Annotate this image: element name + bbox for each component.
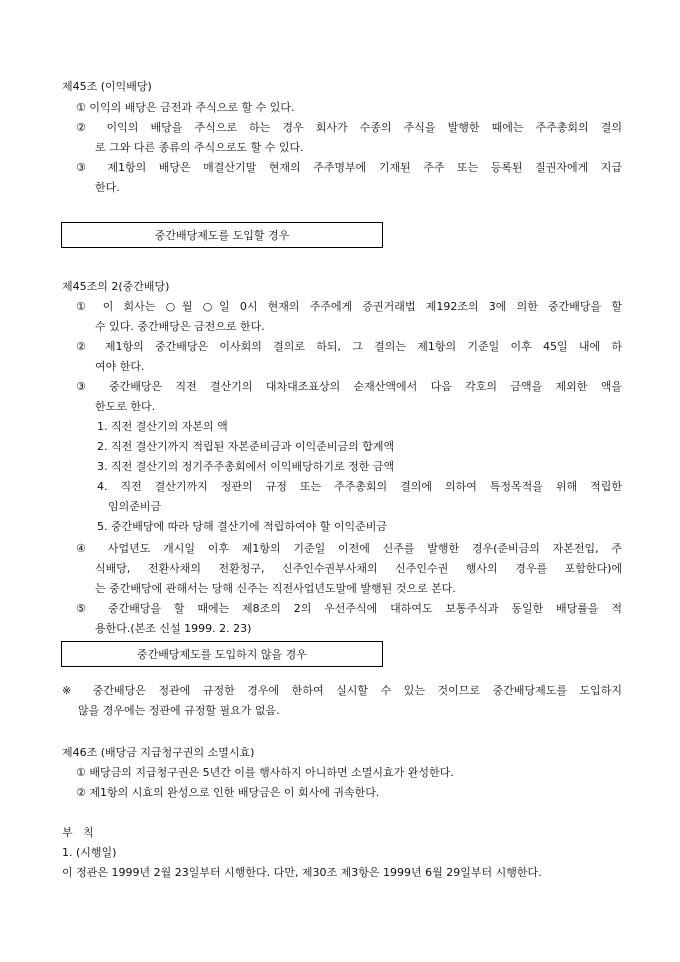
article-45-paragraph-3-line-1: ③ 제1항의 배당은 매결산기말 현재의 주주명부에 기재된 주주 또는 등록된 질권자에게 지급 — [76, 161, 622, 174]
article-45-paragraph-2-line-1: ② 이익의 배당을 주식으로 하는 경우 회사가 수종의 주식을 발행한 때에는 주주총회의 결의 — [76, 121, 622, 134]
list-item-3: 3. 직전 결산기의 정기주주총회에서 이익배당하기로 정한 금액 — [97, 460, 395, 473]
article-46-title: 제46조 (배당금 지급청구권의 소멸시효) — [62, 746, 255, 759]
article-45-2-paragraph-4-line-3: 는 중간배당에 관해서는 당해 신주는 직전사업년도말에 발행된 것으로 본다. — [95, 582, 456, 595]
list-item-4-line-1: 4. 직전 결산기까지 정관의 규정 또는 주주총회의 결의에 의하여 특정목적을 위해 적립한 — [97, 480, 622, 493]
article-45-paragraph-3-line-2: 한다. — [95, 181, 120, 194]
article-45-2-paragraph-5-line-2: 용한다.(본조 신설 1999. 2. 23) — [95, 622, 252, 635]
article-45-2-paragraph-5-line-1: ⑤ 중간배당을 할 때에는 제8조의 2의 우선주식에 대하여도 보통주식과 동일한 배당률을 적 — [76, 602, 622, 615]
list-item-5: 5. 중간배당에 따라 당해 결산기에 적립하여야 할 이익준비금 — [97, 520, 387, 533]
note-line-1: ※ 중간배당은 정관에 규정한 경우에 한하여 실시할 수 있는 것이므로 중간배당제도를 도입하지 — [62, 684, 622, 697]
article-45-paragraph-2-line-2: 로 그와 다른 종류의 주식으로도 할 수 있다. — [95, 141, 304, 154]
article-45-title: 제45조 (이익배당) — [62, 80, 152, 93]
not-adopt-interim-dividend-box: 중간배당제도를 도입하지 않을 경우 — [61, 641, 383, 667]
article-45-2-paragraph-4-line-2: 식배당, 전환사채의 전환청구, 신주인수권부사채의 신주인수권 행사의 경우를 포함한다)에 — [95, 562, 622, 575]
article-45-2-paragraph-1-line-1: ① 이 회사는 ○월 ○일 0시 현재의 주주에게 증권거래법 제192조의 3에 의한 중간배당을 할 — [76, 300, 622, 313]
addenda-item-title: 1. (시행일) — [62, 846, 117, 859]
list-item-1: 1. 직전 결산기의 자본의 액 — [97, 420, 228, 433]
article-46-paragraph-2: ② 제1항의 시효의 완성으로 인한 배당금은 이 회사에 귀속한다. — [76, 786, 380, 799]
list-item-4-line-2: 임의준비금 — [108, 500, 162, 513]
adopt-interim-dividend-box: 중간배당제도를 도입할 경우 — [61, 222, 383, 248]
article-45-2-paragraph-4-line-1: ④ 사업년도 개시일 이후 제1항의 기준일 이전에 신주를 발행한 경우(준비금의 자본전입, 주 — [76, 542, 622, 555]
addenda-text: 이 정관은 1999년 2월 23일부터 시행한다. 다만, 제30조 제3항은 1999년 6월 29일부터 시행한다. — [62, 866, 542, 879]
addenda-heading: 부 칙 — [62, 826, 94, 839]
article-45-2-paragraph-1-line-2: 수 있다. 중간배당은 금전으로 한다. — [95, 320, 265, 333]
article-46-paragraph-1: ① 배당금의 지급청구권은 5년간 이를 행사하지 아니하면 소멸시효가 완성한다. — [76, 766, 454, 779]
article-45-2-paragraph-2-line-2: 여야 한다. — [95, 360, 145, 373]
list-item-2: 2. 직전 결산기까지 적립된 자본준비금과 이익준비금의 합계액 — [97, 440, 395, 453]
article-45-2-title: 제45조의 2(중간배당) — [62, 280, 170, 293]
note-line-2: 않을 경우에는 정관에 규정할 필요가 없음. — [78, 704, 280, 717]
article-45-2-paragraph-3-line-1: ③ 중간배당은 직전 결산기의 대차대조표상의 순재산액에서 다음 각호의 금액을 제외한 액을 — [76, 380, 622, 393]
article-45-2-paragraph-3-line-2: 한도로 한다. — [95, 400, 156, 413]
article-45-2-paragraph-2-line-1: ② 제1항의 중간배당은 이사회의 결의로 하되, 그 결의는 제1항의 기준일 이후 45일 내에 하 — [76, 340, 622, 353]
article-45-paragraph-1: ① 이익의 배당은 금전과 주식으로 할 수 있다. — [76, 101, 295, 114]
